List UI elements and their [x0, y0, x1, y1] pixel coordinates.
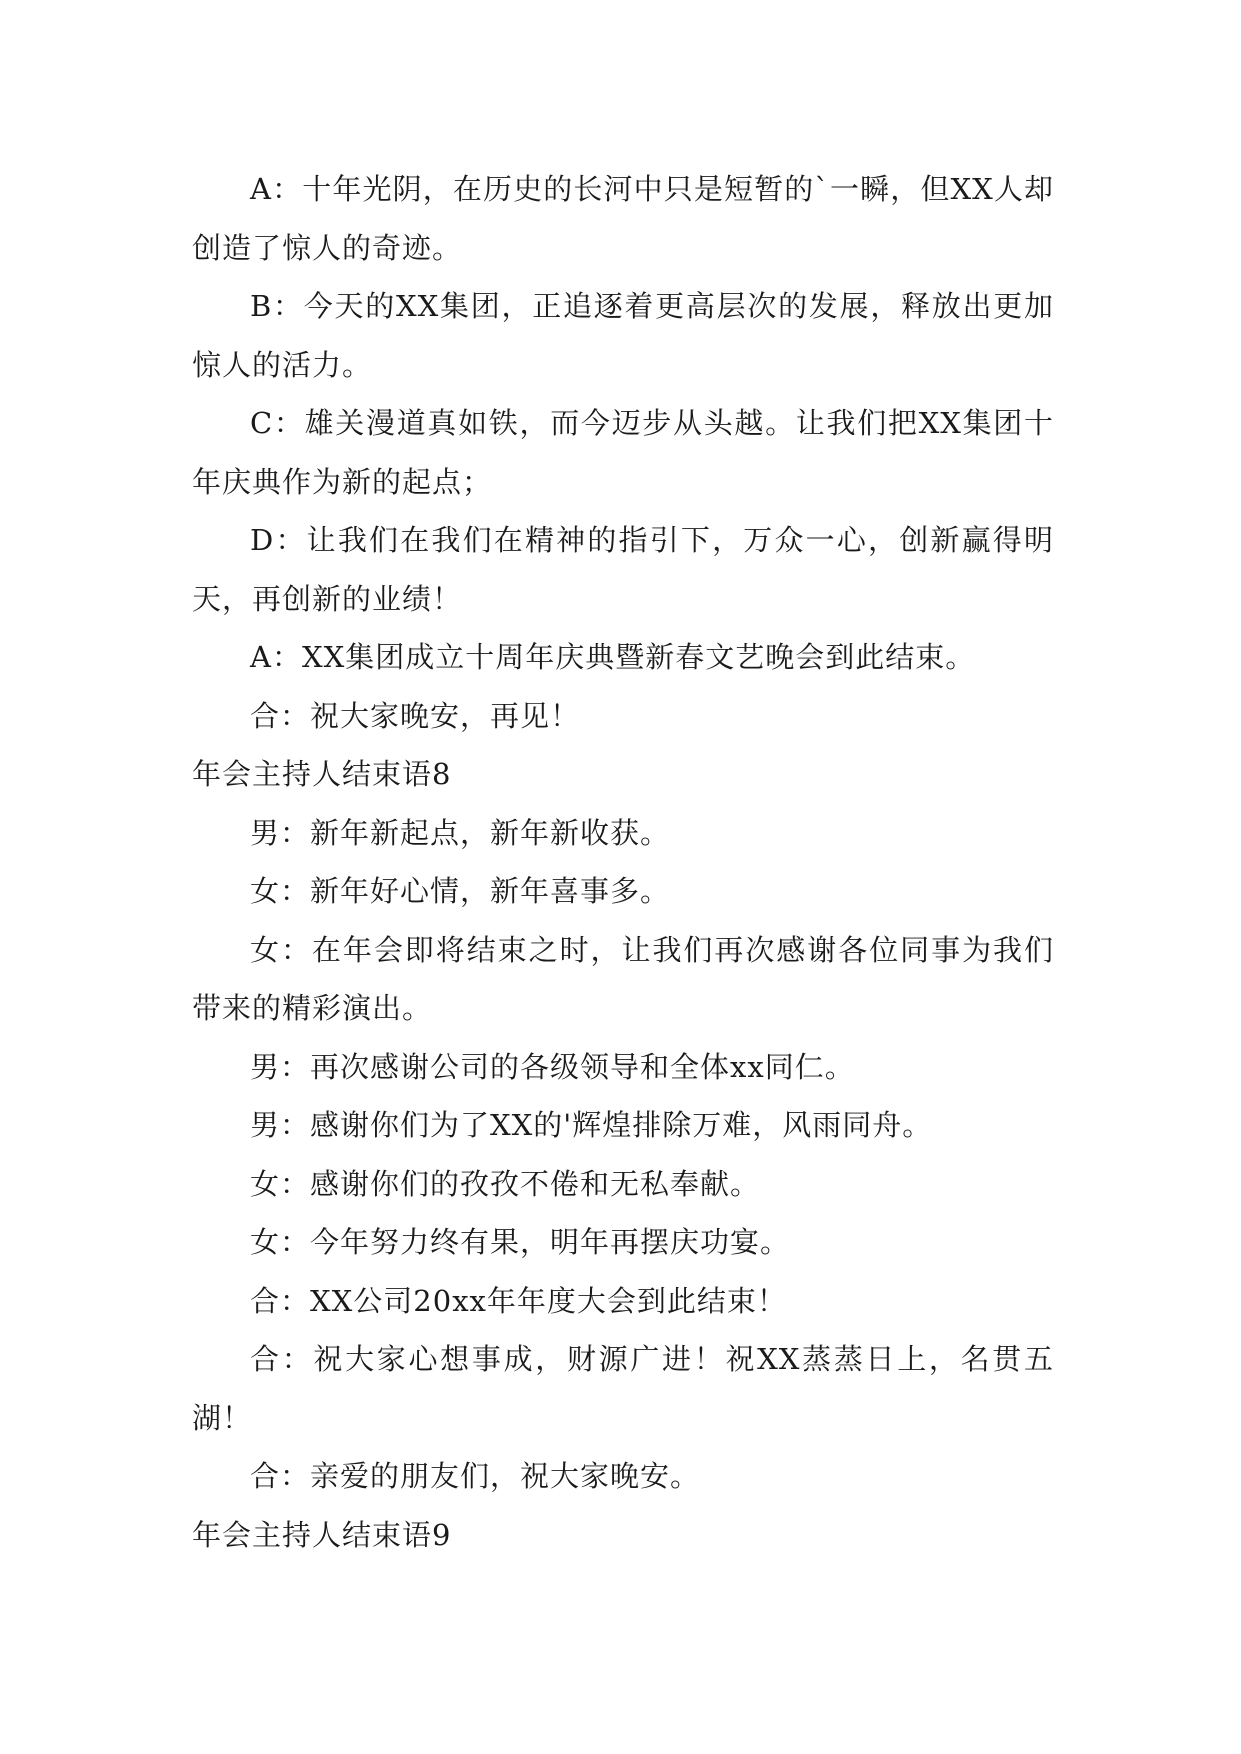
paragraph-a-ten-years: A：十年光阴，在历史的长河中只是短暂的`一瞬，但XX人却创造了惊人的奇迹。	[192, 172, 1054, 265]
paragraph-female-good-mood: 女：新年好心情，新年喜事多。	[250, 874, 671, 908]
paragraph-a-closing: A：XX集团成立十周年庆典暨新春文艺晚会到此结束。	[250, 640, 976, 674]
paragraph-together-goodnight: 合：祝大家晚安，再见！	[250, 698, 581, 733]
paragraph-b-today: B：今天的XX集团，正追逐着更高层次的发展，释放出更加惊人的活力。	[192, 289, 1054, 382]
section-heading-9: 年会主持人结束语9	[192, 1517, 452, 1552]
section-heading-8: 年会主持人结束语8	[192, 757, 452, 791]
paragraph-male-thanks-leaders: 男：再次感谢公司的各级领导和全体xx同仁。	[250, 1049, 855, 1084]
document-body	[192, 160, 1054, 1564]
paragraph-together-meeting-end: 合：XX公司20xx年年度大会到此结束！	[250, 1283, 787, 1318]
paragraph-together-wishes: 合：祝大家心想事成，财源广进！祝XX蒸蒸日上，名贯五湖！	[192, 1342, 1054, 1435]
paragraph-female-next-year: 女：今年努力终有果，明年再摆庆功宴。	[250, 1225, 791, 1259]
paragraph-female-thanks-colleagues: 女：在年会即将结束之时，让我们再次感谢各位同事为我们带来的精彩演出。	[192, 932, 1054, 1025]
paragraph-male-thanks-effort: 男：感谢你们为了XX的'辉煌排除万难，风雨同舟。	[250, 1108, 933, 1142]
paragraph-d-tomorrow: D：让我们在我们在精神的指引下，万众一心，创新赢得明天，再创新的业绩！	[192, 523, 1054, 616]
paragraph-female-thanks-dedication: 女：感谢你们的孜孜不倦和无私奉献。	[250, 1166, 761, 1201]
paragraph-c-new-start: C：雄关漫道真如铁，而今迈步从头越。让我们把XX集团十年庆典作为新的起点；	[192, 406, 1054, 499]
paragraph-male-new-start: 男：新年新起点，新年新收获。	[250, 815, 671, 850]
paragraph-together-friends-goodnight: 合：亲爱的朋友们，祝大家晚安。	[250, 1459, 701, 1493]
